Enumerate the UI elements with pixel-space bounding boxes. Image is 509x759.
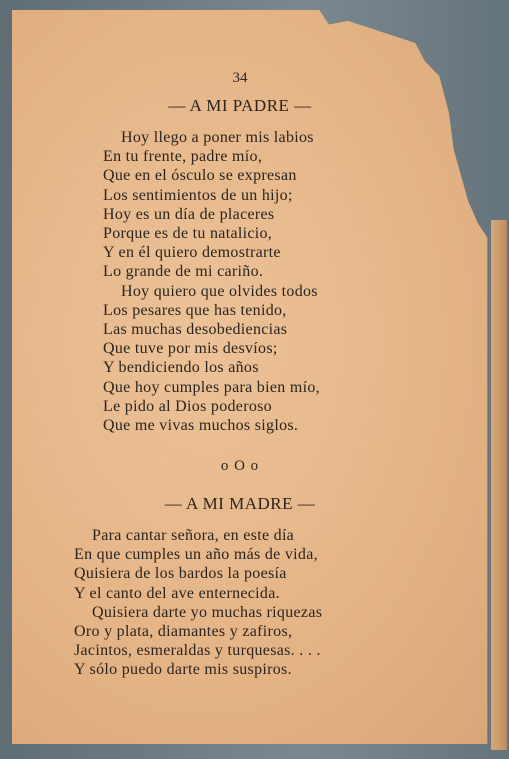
poem-line: En tu frente, padre mío, [103,148,263,166]
poem-line: En que cumples un año más de vida, [74,546,318,564]
poem-line: Lo grande de mi cariño. [103,263,264,281]
poem-line: Jacintos, esmeraldas y turquesas. . . . [74,642,321,660]
poem-title-padre: — A MI PADRE — [168,96,312,115]
poem-line: Oro y plata, diamantes y zafiros, [74,623,293,641]
poem-line: Que en el ósculo se expresan [103,167,297,185]
poem-line: Que tuve por mis desvíos; [103,340,278,358]
poem-madre [74,526,322,680]
poem-line: Y sólo puedo darte mis suspiros. [74,661,292,679]
poem-title-madre: — A MI MADRE — [164,494,316,513]
poem-line: Porque es de tu natalicio, [103,225,273,243]
poem-line: Hoy llego a poner mis labios [121,129,314,146]
poem-line: Los pesares que has tenido, [103,301,287,319]
poem-line: Y en él quiero demostrarte [103,244,281,262]
poem-line: Hoy es un día de placeres [103,205,275,223]
poem-padre [103,128,320,435]
poem-line: Para cantar señora, en este día [92,527,295,544]
poem-line: Que hoy cumples para bien mío, [103,378,320,396]
poem-line: Y bendiciendo los años [103,359,259,377]
page-number: 34 [232,70,248,86]
poem-line: Que me vivas muchos siglos. [103,417,299,435]
section-ornament: o O o [220,458,260,474]
poem-line: Las muchas desobediencias [103,321,288,339]
poem-line: Le pido al Dios poderoso [103,397,272,415]
poem-line: Y el canto del ave enternecida. [74,584,280,602]
poem-line: Quisiera de los bardos la poesía [74,565,287,583]
poem-line: Los sentimientos de un hijo; [103,186,293,204]
poem-line: Hoy quiero que olvides todos [121,282,318,300]
poem-line: Quisiera darte yo muchas riquezas [92,603,323,621]
